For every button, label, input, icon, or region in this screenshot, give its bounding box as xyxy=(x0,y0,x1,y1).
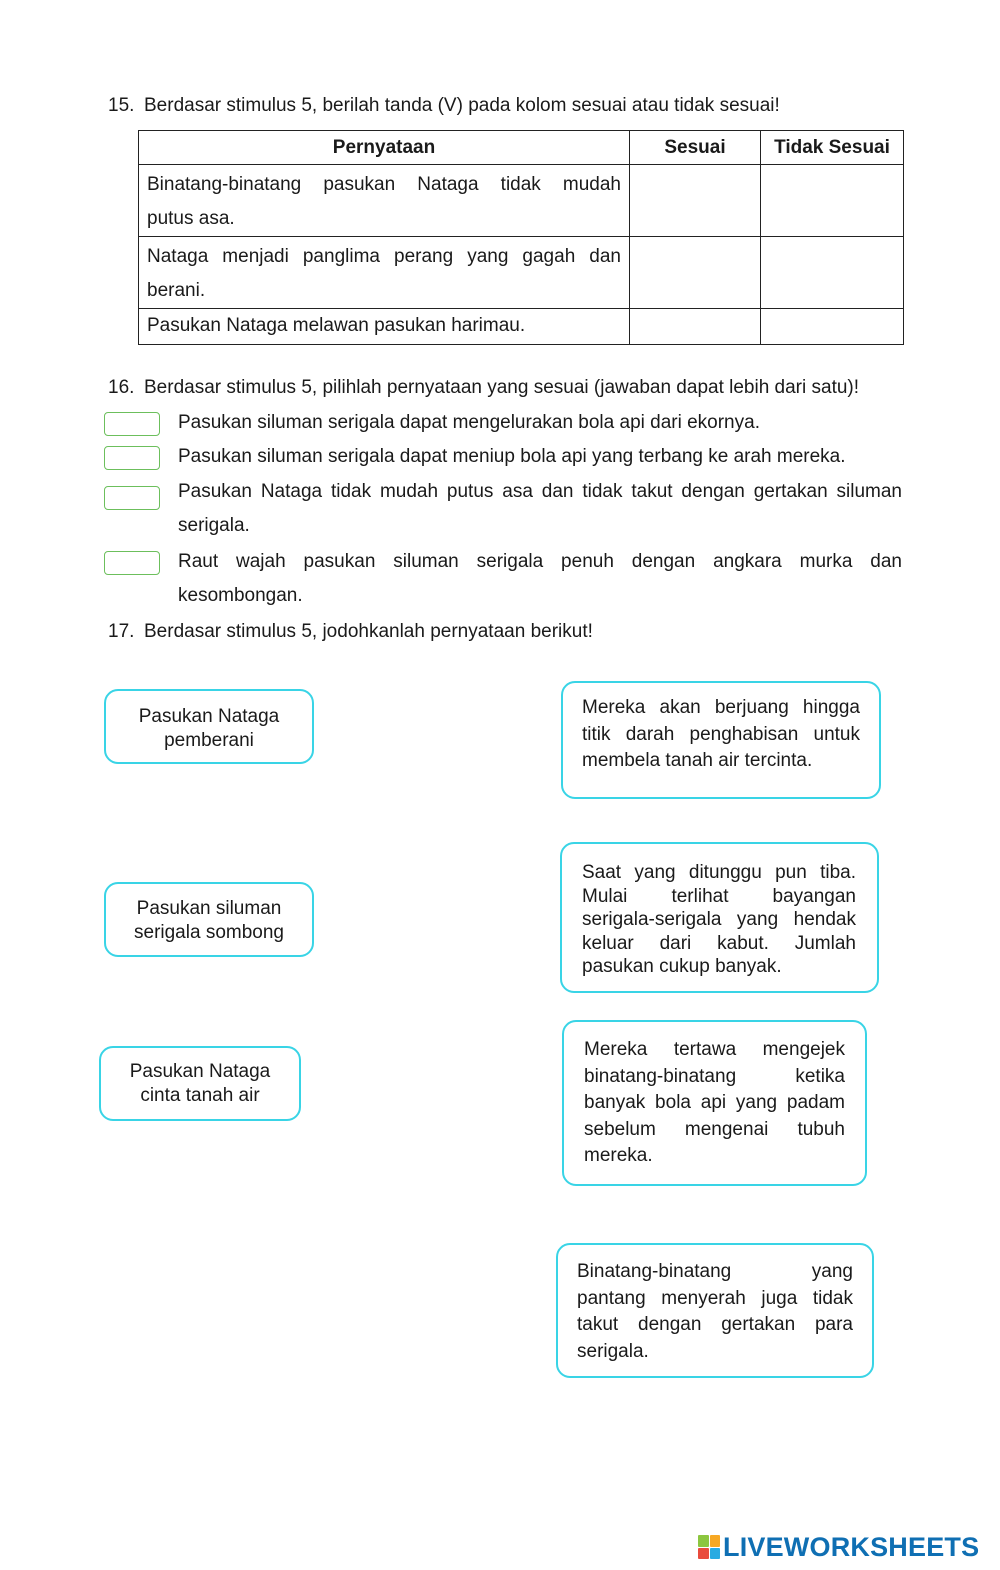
q15-row1-tidak-sesuai-cell[interactable] xyxy=(761,165,904,237)
q15-statement-1 xyxy=(139,165,630,237)
q17-right-item-1-line2: titik darah penghabisan untuk xyxy=(582,723,860,745)
q17-left-item-3[interactable] xyxy=(99,1046,301,1121)
q17-right-item-3-line4: sebelum mengenai tubuh xyxy=(584,1118,845,1140)
q16-option-1 xyxy=(178,406,902,440)
q17-prompt: Berdasar stimulus 5, jodohkanlah pernyataan berikut! xyxy=(144,621,593,642)
q17-left-item-3-line2: cinta tanah air xyxy=(140,1085,260,1106)
q15-statement-1-line2: putus asa. xyxy=(147,208,235,229)
table-row xyxy=(139,165,904,237)
q17-left-item-1-line2: pemberani xyxy=(164,730,254,751)
q17-right-item-4[interactable] xyxy=(556,1243,874,1378)
q17-right-item-2-line5: pasukan cukup banyak. xyxy=(582,956,782,977)
q17-right-item-3-line3: banyak bola api yang padam xyxy=(584,1092,845,1113)
q16-option-3-line1: Pasukan Nataga tidak mudah putus asa dan tidak takut dengan gertakan siluman xyxy=(178,481,902,502)
q16-option-3 xyxy=(178,475,902,543)
q15-table xyxy=(138,130,904,345)
q16-option-4-line2: kesombongan. xyxy=(178,585,303,606)
q16-option-4-line1: Raut wajah pasukan siluman serigala penuh dengan angkara murka dan xyxy=(178,551,902,572)
q15-row3-sesuai-cell[interactable] xyxy=(630,309,761,345)
q15-header-tidak-sesuai: Tidak Sesuai xyxy=(761,131,904,165)
q17-right-item-2-line3: serigala-serigala yang hendak xyxy=(582,909,856,930)
q16-option-2-checkbox[interactable] xyxy=(104,446,160,470)
q17-left-item-2[interactable] xyxy=(104,882,314,957)
q17-number: 17. xyxy=(108,621,135,642)
q15-statement-3 xyxy=(139,309,630,345)
q17-right-item-2-line4: keluar dari kabut. Jumlah xyxy=(582,932,856,954)
q17-right-item-2-line2: Mulai terlihat bayangan xyxy=(582,885,856,907)
q16-option-4-checkbox[interactable] xyxy=(104,551,160,575)
q17-right-item-1-line1: Mereka akan berjuang hingga xyxy=(582,697,860,718)
q15-statement-2-line2: berani. xyxy=(147,280,206,301)
q16-option-2-text: Pasukan siluman serigala dapat meniup bola api yang terbang ke arah mereka. xyxy=(178,446,846,467)
q15-header-sesuai: Sesuai xyxy=(630,131,761,165)
q16-title xyxy=(108,377,859,399)
q16-option-1-checkbox[interactable] xyxy=(104,412,160,436)
q15-header-statement: Pernyataan xyxy=(139,131,630,165)
table-row xyxy=(139,309,904,345)
q16-option-4 xyxy=(178,545,902,613)
q17-title xyxy=(108,621,593,643)
q17-right-item-1[interactable] xyxy=(561,681,881,799)
q17-right-item-4-line2: pantang menyerah juga tidak xyxy=(577,1287,853,1309)
q15-row2-sesuai-cell[interactable] xyxy=(630,237,761,309)
q17-right-item-3-line1: Mereka tertawa mengejek xyxy=(584,1039,845,1060)
q17-left-item-1-line1: Pasukan Nataga xyxy=(138,706,280,727)
q17-right-item-4-line4: serigala. xyxy=(577,1340,649,1362)
table-row xyxy=(139,237,904,309)
liveworksheets-logo-icon xyxy=(698,1535,720,1559)
q16-option-2 xyxy=(178,440,902,474)
q17-left-item-3-line1: Pasukan Nataga xyxy=(129,1061,271,1082)
q15-title xyxy=(108,95,780,117)
q16-prompt: Berdasar stimulus 5, pilihlah pernyataan yang sesuai (jawaban dapat lebih dari satu)! xyxy=(144,377,860,398)
q17-right-item-4-line3: takut dengan gertakan para xyxy=(577,1314,853,1335)
q17-left-item-1[interactable] xyxy=(104,689,314,764)
q15-statement-2 xyxy=(139,237,630,309)
q17-right-item-2-line1: Saat yang ditunggu pun tiba. xyxy=(582,862,856,883)
q17-left-item-2-line1: Pasukan siluman xyxy=(136,898,282,919)
q17-right-item-2[interactable] xyxy=(560,842,879,993)
liveworksheets-logo-text: LIVEWORKSHEETS xyxy=(723,1531,980,1562)
q16-option-3-line2: serigala. xyxy=(178,515,250,536)
liveworksheets-logo[interactable] xyxy=(698,1530,979,1564)
q15-prompt: Berdasar stimulus 5, berilah tanda (V) pada kolom sesuai atau tidak sesuai! xyxy=(144,95,780,116)
q15-statement-3-line1: Pasukan Nataga melawan pasukan harimau. xyxy=(147,315,526,336)
q16-option-1-text: Pasukan siluman serigala dapat mengelurakan bola api dari ekornya. xyxy=(178,412,760,433)
q15-statement-2-line1: Nataga menjadi panglima perang yang gagah dan xyxy=(147,246,621,267)
q17-right-item-3-line2: binatang-binatang ketika xyxy=(584,1065,845,1087)
q15-row1-sesuai-cell[interactable] xyxy=(630,165,761,237)
q15-header-row xyxy=(139,131,904,165)
q15-row3-tidak-sesuai-cell[interactable] xyxy=(761,309,904,345)
q16-option-3-checkbox[interactable] xyxy=(104,486,160,510)
q15-row2-tidak-sesuai-cell[interactable] xyxy=(761,237,904,309)
q15-number: 15. xyxy=(108,95,135,116)
q17-right-item-1-line3: membela tanah air tercinta. xyxy=(582,750,813,771)
q17-left-item-2-line2: serigala sombong xyxy=(134,922,284,943)
q17-right-item-3-line5: mereka. xyxy=(584,1145,653,1166)
q17-right-item-3[interactable] xyxy=(562,1020,867,1186)
q17-right-item-4-line1: Binatang-binatang yang xyxy=(577,1261,853,1282)
q15-statement-1-line1: Binatang-binatang pasukan Nataga tidak mudah xyxy=(147,174,621,195)
q16-number: 16. xyxy=(108,377,135,398)
